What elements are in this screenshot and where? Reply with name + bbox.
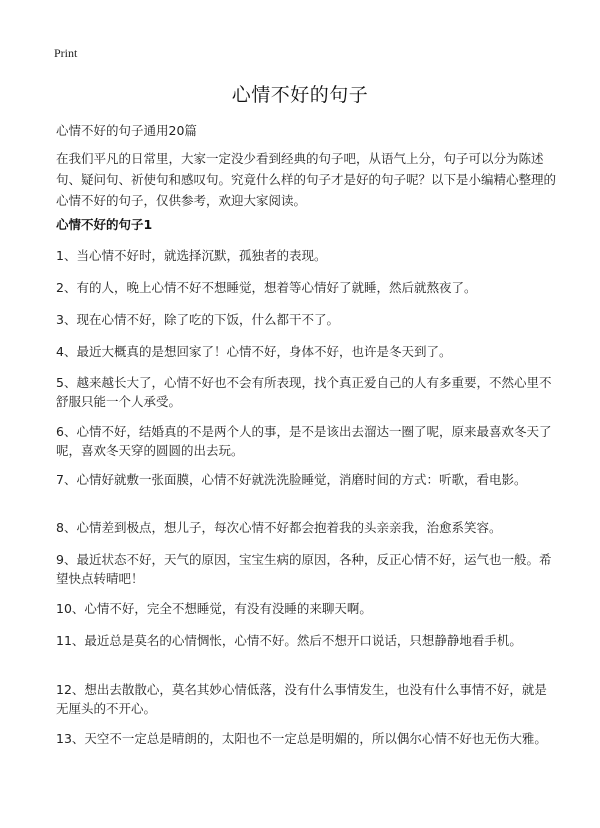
intro-paragraph: 在我们平凡的日常里，大家一定没少看到经典的句子吧，从语气上分，句子可以分为陈述句、疑问句、祈使句和感叹句。究竟什么样的句子才是好的句子呢？以下是小编精心整理的心情不好的句子，仅供参考，欢迎大家阅读。 (56, 151, 557, 208)
list-item: 7、心情好就敷一张面膜，心情不好就洗洗脸睡觉，消磨时间的方式：听歌，看电影。 (56, 472, 527, 487)
list-item: 12、想出去散散心，莫名其妙心情低落，没有什么事情发生，也没有什么事情不好，就是无厘头的不开心。 (56, 682, 547, 716)
list-item: 4、最近大概真的是想回家了！心情不好，身体不好，也许是冬天到了。 (56, 344, 452, 359)
list-item: 5、越来越长大了，心情不好也不会有所表现，找个真正爱自己的人有多重要，不然心里不舒服只能一个人承受。 (56, 375, 552, 409)
list-item: 2、有的人，晚上心情不好不想睡觉，想着等心情好了就睡，然后就熬夜了。 (56, 280, 477, 295)
list-item: 8、心情差到极点，想儿子，每次心情不好都会抱着我的头亲亲我，治愈系笑容。 (56, 520, 502, 535)
list-item: 10、心情不好，完全不想睡觉，有没有没睡的来聊天啊。 (56, 601, 372, 616)
list-item: 11、最近总是莫名的心情惆怅，心情不好。然后不想开口说话，只想静静地看手机。 (56, 633, 522, 648)
subtitle: 心情不好的句子通用20篇 (56, 123, 197, 138)
section-heading: 心情不好的句子1 (56, 217, 153, 232)
list-item: 9、最近状态不好，天气的原因，宝宝生病的原因，各种，反正心情不好，运气也一般。希望快点转晴吧！ (56, 552, 552, 586)
print-link[interactable]: Print (54, 46, 78, 60)
page-title: 心情不好的句子 (231, 84, 369, 106)
list-item: 6、心情不好，结婚真的不是两个人的事，是不是该出去溜达一圈了呢，原来最喜欢冬天了呢，喜欢冬天穿的圆圆的出去玩。 (56, 424, 552, 458)
list-item: 13、天空不一定总是晴朗的，太阳也不一定总是明媚的，所以偶尔心情不好也无伤大雅。 (56, 731, 547, 746)
list-item: 3、现在心情不好，除了吃的下饭，什么都干不了。 (56, 312, 339, 327)
list-item: 1、当心情不好时，就选择沉默，孤独者的表现。 (56, 248, 327, 263)
